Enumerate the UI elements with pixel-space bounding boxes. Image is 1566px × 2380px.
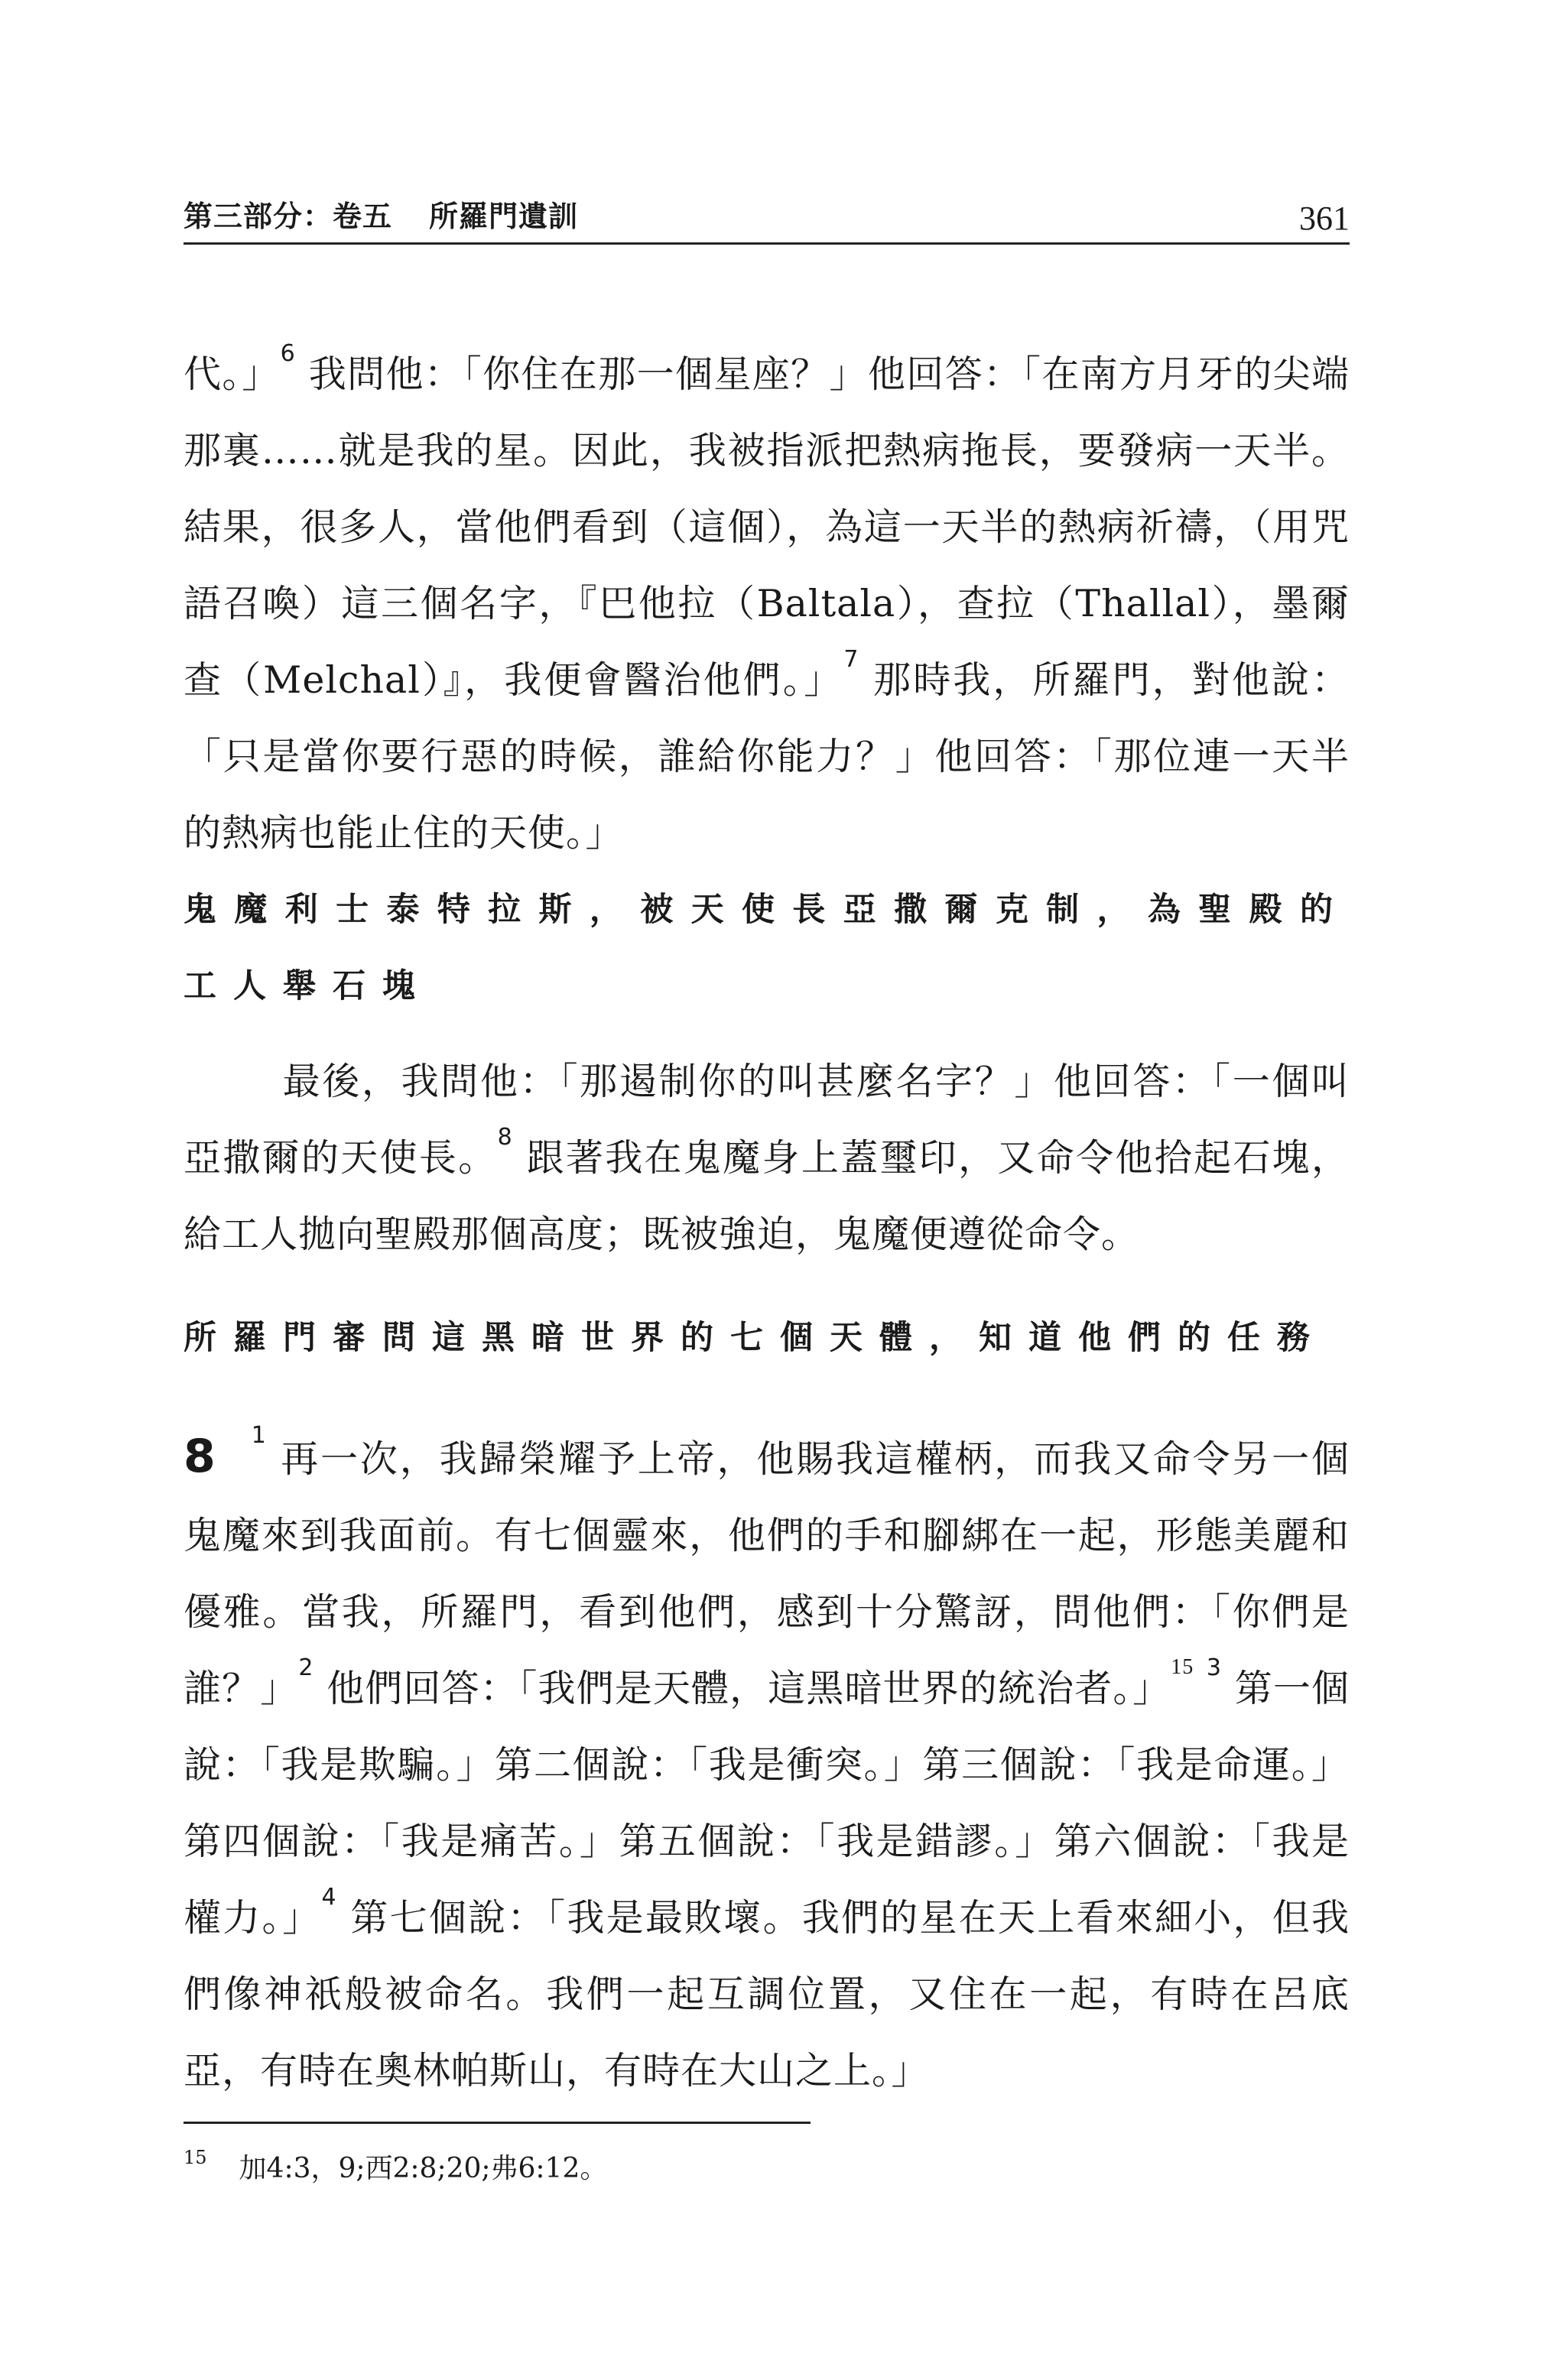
text-run: 最後，我問他：「那遏制你的叫甚麼名字？」他回答：「一個叫亞撒爾的天使長。 bbox=[184, 1060, 1350, 1180]
paragraph-chapter-8 bbox=[184, 1418, 1350, 2109]
verse-number: 3 bbox=[1206, 1654, 1223, 1681]
text-run: 他們回答：「我們是天體，這黑暗世界的統治者。」 bbox=[327, 1667, 1171, 1710]
footnote-number: 15 bbox=[184, 2147, 207, 2168]
header-section: 第三部分：卷五 bbox=[184, 200, 393, 233]
text-run: 第一個說：「我是欺騙。」第二個說：「我是衝突。」第三個說：「我是命運。」第四個說：「我是痛苦。」第五個說：「我是錯謬。」第六個說：「我是權力。」 bbox=[184, 1667, 1350, 1940]
footnote bbox=[184, 2147, 607, 2186]
text-run: 第七個說：「我是最敗壞。我們的星在天上看來細小，但我們像神祇般被命名。我們一起互調位置，又住在一起，有時在呂底亞，有時在奧林帕斯山，有時在大山之上。」 bbox=[184, 1896, 1350, 2093]
page-number: 361 bbox=[1299, 200, 1350, 237]
running-header bbox=[184, 195, 1350, 245]
verse-number: 1 bbox=[251, 1422, 267, 1449]
text-run: 跟著我在鬼魔身上蓋璽印，又命令他拾起石塊，給工人拋向聖殿那個高度；既被強迫，鬼魔便遵從命令。 bbox=[184, 1136, 1350, 1256]
footnote-divider bbox=[184, 2122, 811, 2124]
paragraph-middle bbox=[184, 1044, 1350, 1273]
verse-number: 2 bbox=[298, 1654, 314, 1681]
footnote-reference[interactable]: 15 bbox=[1171, 1655, 1194, 1679]
section-heading: 所羅門審問這黑暗世界的七個天體，知道他們的任務 bbox=[184, 1319, 1327, 1357]
verse-number: 7 bbox=[843, 646, 859, 673]
text-run: 我問他：「你住在那一個星座？」他回答：「在南方月牙的尖端那裏……就是我的星。因此，我被指派把熱病拖長，要發病一天半。結果，很多人，當他們看到（這個），為這一天半的熱病祈禱，（用咒語召喚）這三個名字，『巴他拉（Baltala），查拉（Thallal），墨爾查（Melchal）』，我便會醫治他們。」 bbox=[184, 352, 1350, 702]
verse-number: 4 bbox=[321, 1884, 337, 1911]
header-section-title bbox=[184, 193, 578, 235]
chapter-number: 8 bbox=[184, 1430, 216, 1483]
section-heading: 鬼魔利士泰特拉斯，被天使長亞撒爾克制，為聖殿的工人舉石塊 bbox=[184, 891, 1350, 1005]
text-run: 代。」 bbox=[184, 352, 281, 396]
header-title: 所羅門遺訓 bbox=[429, 200, 579, 233]
verse-number: 6 bbox=[280, 340, 296, 367]
paragraph-top bbox=[184, 336, 1350, 872]
text-run: 那時我，所羅門，對他說：「只是當你要行惡的時候，誰給你能力？」他回答：「那位連一天半的熱病也能止住的天使。」 bbox=[184, 658, 1350, 855]
footnote-text: 加4:3，9;西2:8;20;弗6:12。 bbox=[239, 2153, 608, 2184]
verse-number: 8 bbox=[497, 1124, 513, 1151]
text-run: 再一次，我歸榮耀予上帝，他賜我這權柄，而我又命令另一個鬼魔來到我面前。有七個靈來，他們的手和腳綁在一起，形態美麗和優雅。當我，所羅門，看到他們，感到十分驚訝，問他們：「你們是誰？」 bbox=[184, 1437, 1350, 1710]
